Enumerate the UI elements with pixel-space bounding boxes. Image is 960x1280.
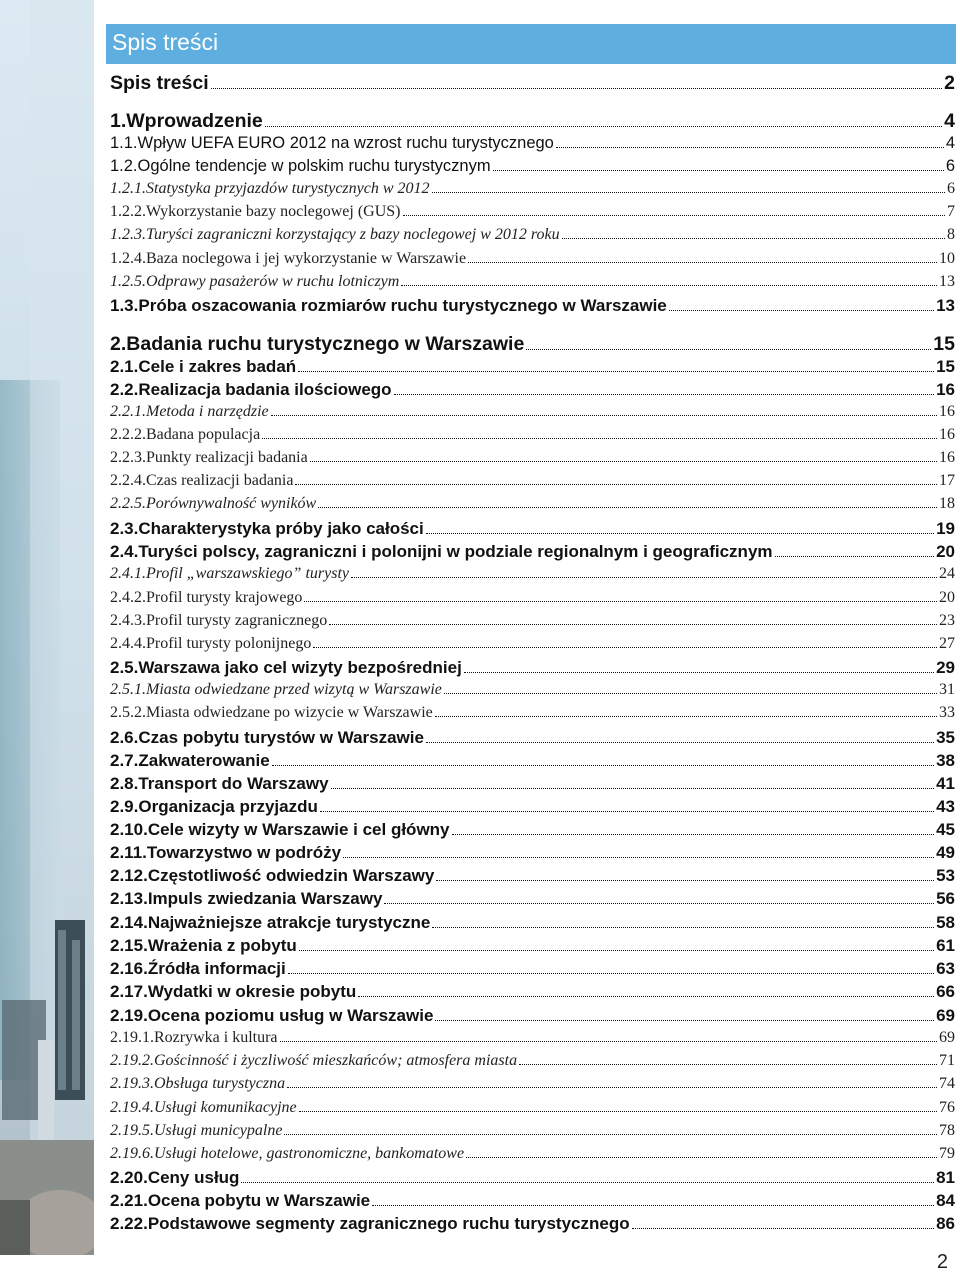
toc-entry-number: 2.5. <box>110 658 139 677</box>
dot-leader <box>318 495 937 513</box>
toc-entry[interactable] <box>110 820 955 840</box>
toc-entry-title: Ceny usług <box>147 1168 240 1187</box>
toc-entry[interactable] <box>110 913 955 933</box>
toc-entry-title: Wrażenia z pobytu <box>147 936 297 955</box>
toc-entry[interactable] <box>110 1006 955 1026</box>
toc-entry-number: 1.2.3. <box>110 226 146 243</box>
toc-entry[interactable] <box>110 589 955 607</box>
toc-entry[interactable] <box>110 1191 955 1211</box>
toc-entry-title: Usługi hotelowe, gastronomiczne, bankomatowe <box>154 1145 465 1162</box>
dot-leader <box>452 820 935 840</box>
toc-entry-number: 2.4.1. <box>110 565 146 582</box>
toc-entry-page: 45 <box>936 820 955 839</box>
toc-entry-page: 69 <box>939 1029 955 1046</box>
toc-entry-number: 1.2.5. <box>110 273 146 290</box>
toc-entry[interactable] <box>110 72 955 94</box>
toc-entry-page: 16 <box>939 426 955 443</box>
dot-leader <box>351 565 937 583</box>
toc-entry-page: 16 <box>939 403 955 420</box>
toc-entry-page: 33 <box>939 704 955 721</box>
toc-entry-title: Porównywalność wyników <box>146 495 317 512</box>
toc-entry-page: 16 <box>939 449 955 466</box>
toc-entry[interactable] <box>110 982 955 1002</box>
dot-leader <box>241 1168 934 1188</box>
dot-leader <box>526 333 931 355</box>
toc-entry[interactable] <box>110 1099 955 1117</box>
toc-entry-page: 61 <box>936 936 955 955</box>
toc-entry-number: 1.2.4. <box>110 250 146 267</box>
dot-leader <box>299 1099 937 1117</box>
toc-entry-page: 49 <box>936 843 955 862</box>
toc-entry-number: 2.19.2. <box>110 1052 154 1069</box>
toc-entry-title: Miasta odwiedzane po wizycie w Warszawie <box>146 704 433 721</box>
toc-entry[interactable] <box>110 426 955 444</box>
toc-entry[interactable] <box>110 449 955 467</box>
toc-entry-page: 2 <box>944 72 955 94</box>
dot-leader <box>432 180 945 198</box>
toc-entry[interactable] <box>110 250 955 268</box>
toc-entry[interactable] <box>110 519 955 539</box>
dot-leader <box>464 658 934 678</box>
toc-entry[interactable] <box>110 296 955 316</box>
toc-entry-number: 2.1. <box>110 357 139 376</box>
dot-leader <box>358 982 934 1002</box>
dot-leader <box>426 519 934 539</box>
toc-entry-page: 15 <box>933 333 955 355</box>
side-decorative-photo <box>0 0 94 1255</box>
toc-entry[interactable] <box>110 110 955 132</box>
toc-entry[interactable] <box>110 472 955 490</box>
dot-leader <box>468 250 937 268</box>
toc-entry-number: 2.20. <box>110 1168 148 1187</box>
toc-entry-page: 20 <box>939 589 955 606</box>
toc-entry-title: Czas pobytu turystów w Warszawie <box>138 728 424 747</box>
toc-entry-number: 2.15. <box>110 936 148 955</box>
toc-entry-page: 81 <box>936 1168 955 1187</box>
dot-leader <box>444 681 937 699</box>
toc-entry-number: 2.2. <box>110 380 139 399</box>
toc-entry[interactable] <box>110 157 955 176</box>
toc-entry-number: 2.6. <box>110 728 139 747</box>
toc-entry-title: Podstawowe segmenty zagranicznego ruchu turystycznego <box>147 1214 630 1233</box>
toc-entry-number: 2.19.1. <box>110 1029 154 1046</box>
toc-entry[interactable] <box>110 357 955 377</box>
toc-entry-title: Wydatki w okresie pobytu <box>147 982 357 1001</box>
toc-entry[interactable] <box>110 728 955 748</box>
toc-entry[interactable] <box>110 495 955 513</box>
toc-entry-page: 15 <box>936 357 955 376</box>
toc-entry[interactable] <box>110 134 955 153</box>
toc-entry-number: 2.2.5. <box>110 495 146 512</box>
toc-entry-title: Baza noclegowa i jej wykorzystanie w Warszawie <box>146 250 467 267</box>
toc-entry-number: 1.2.2. <box>110 203 146 220</box>
dot-leader <box>493 157 944 176</box>
toc-entry-page: 71 <box>939 1052 955 1069</box>
dot-leader <box>394 380 935 400</box>
toc-entry-title: Zakwaterowanie <box>138 751 270 770</box>
toc-entry-title: Wpływ UEFA EURO 2012 na wzrost ruchu turystycznego <box>137 134 554 152</box>
toc-entry[interactable] <box>110 403 955 421</box>
toc-entry-page: 63 <box>936 959 955 978</box>
toc-entry-title: Cele wizyty w Warszawie i cel główny <box>147 820 450 839</box>
toc-entry-page: 41 <box>936 774 955 793</box>
dot-leader <box>426 728 934 748</box>
toc-entry-title: Charakterystyka próby jako całości <box>138 519 424 538</box>
toc-entry-page: 10 <box>939 250 955 267</box>
toc-entry[interactable] <box>110 751 955 771</box>
toc-entry-title: Impuls zwiedzania Warszawy <box>147 889 383 908</box>
toc-entry-title: Profil turysty polonijnego <box>146 635 312 652</box>
toc-entry-title: Punkty realizacji badania <box>146 449 308 466</box>
toc-entry-page: 69 <box>936 1006 955 1025</box>
dot-leader <box>436 866 934 886</box>
dot-leader <box>372 1191 934 1211</box>
dot-leader <box>298 357 934 377</box>
toc-entry-title: Częstotliwość odwiedzin Warszawy <box>147 866 435 885</box>
toc-entry-number: 2.19.4. <box>110 1099 154 1116</box>
dot-leader <box>556 134 944 153</box>
toc-entry[interactable] <box>110 273 955 291</box>
toc-entry-page: 19 <box>936 519 955 538</box>
dot-leader <box>435 1006 934 1026</box>
toc-entry-page: 31 <box>939 681 955 698</box>
toc-entry[interactable] <box>110 203 955 221</box>
dot-leader <box>288 959 934 979</box>
toc-entry[interactable] <box>110 681 955 699</box>
toc-entry-page: 6 <box>947 180 955 197</box>
toc-entry[interactable] <box>110 1122 955 1140</box>
dot-leader <box>280 1029 937 1047</box>
toc-entry-number: 1.1. <box>110 134 138 152</box>
toc-entry[interactable] <box>110 1052 955 1070</box>
toc-entry-page: 38 <box>936 751 955 770</box>
dot-leader <box>262 426 937 444</box>
toc-entry-number: 2.16. <box>110 959 148 978</box>
dot-leader <box>320 797 934 817</box>
toc-entry-number: 2. <box>110 333 127 355</box>
toc-entry-title: Ogólne tendencje w polskim ruchu turystycznym <box>137 157 491 175</box>
dot-leader <box>343 843 934 863</box>
toc-entry-title: Spis treści <box>110 72 209 94</box>
toc-entry-number: 1.2. <box>110 157 138 175</box>
toc-entry[interactable] <box>110 843 955 863</box>
toc-entry-number: 2.19.3. <box>110 1075 154 1092</box>
toc-entry-title: Odprawy pasażerów w ruchu lotniczym <box>146 273 400 290</box>
page-number: 2 <box>936 1251 948 1273</box>
toc-entry-page: 43 <box>936 797 955 816</box>
dot-leader <box>562 226 945 244</box>
toc-entry-number: 2.22. <box>110 1214 148 1233</box>
dot-leader <box>304 589 937 607</box>
toc-entry-title: Towarzystwo w podróży <box>146 843 342 862</box>
toc-entry-title: Wprowadzenie <box>126 110 263 132</box>
toc-entry[interactable] <box>110 866 955 886</box>
toc-entry-page: 18 <box>939 495 955 512</box>
toc-entry[interactable] <box>110 542 955 562</box>
toc-entry[interactable] <box>110 704 955 722</box>
dot-leader <box>435 704 937 722</box>
toc-entry-number: 2.4.3. <box>110 612 146 629</box>
toc-entry[interactable] <box>110 565 955 583</box>
toc-entry[interactable] <box>110 333 955 355</box>
toc-entry-page: 27 <box>939 635 955 652</box>
dot-leader <box>519 1052 937 1070</box>
toc-entry-number: 1. <box>110 110 127 132</box>
toc-entry[interactable] <box>110 1168 955 1188</box>
dot-leader <box>329 612 937 630</box>
toc-entry[interactable] <box>110 226 955 244</box>
toc-entry-number: 2.5.2. <box>110 704 146 721</box>
toc-entry-number: 2.2.2. <box>110 426 146 443</box>
toc-entry-title: Próba oszacowania rozmiarów ruchu turystycznego w Warszawie <box>138 296 667 315</box>
toc-entry-number: 1.3. <box>110 296 139 315</box>
toc-entry-number: 2.12. <box>110 866 148 885</box>
toc-entry-title: Czas realizacji badania <box>146 472 294 489</box>
toc-entry-title: Ocena pobytu w Warszawie <box>147 1191 371 1210</box>
toc-heading: Spis treści <box>112 29 219 55</box>
toc-entry-page: 4 <box>945 134 955 152</box>
toc-entry-page: 23 <box>939 612 955 629</box>
toc-entry-page: 7 <box>947 203 955 220</box>
toc-entry-page: 8 <box>947 226 955 243</box>
toc-entry-page: 84 <box>936 1191 955 1210</box>
toc-entry[interactable] <box>110 1214 955 1234</box>
toc-entry[interactable] <box>110 635 955 653</box>
toc-entry-title: Metoda i narzędzie <box>146 403 269 420</box>
toc-entry-page: 79 <box>939 1145 955 1162</box>
toc-entry-title: Ocena poziomu usług w Warszawie <box>147 1006 434 1025</box>
toc-entry-page: 74 <box>939 1075 955 1092</box>
toc-entry-number: 2.4. <box>110 542 139 561</box>
toc-entry[interactable] <box>110 180 955 198</box>
toc-entry-page: 56 <box>936 889 955 908</box>
toc-entry-number: 2.21. <box>110 1191 148 1210</box>
toc-entry-title: Obsługa turystyczna <box>154 1075 286 1092</box>
dot-leader <box>271 403 937 421</box>
side-photo-graphic <box>0 0 94 1255</box>
toc-entry[interactable] <box>110 936 955 956</box>
dot-leader <box>287 1075 937 1093</box>
toc-entry-title: Gościnność i życzliwość mieszkańców; atmosfera miasta <box>154 1052 518 1069</box>
toc-entry-number: 2.19.5. <box>110 1122 154 1139</box>
toc-entry-number: 2.5.1. <box>110 681 146 698</box>
toc-entry-title: Rozrywka i kultura <box>154 1029 278 1046</box>
toc-entry-title: Wykorzystanie bazy noclegowej (GUS) <box>146 203 401 220</box>
toc-entry[interactable] <box>110 658 955 678</box>
toc-entry-title: Turyści polscy, zagraniczni i polonijni w podziale regionalnym i geograficznym <box>138 542 773 561</box>
toc-entry-title: Profil „warszawskiego” turysty <box>146 565 349 582</box>
dot-leader <box>310 449 937 467</box>
dot-leader <box>295 472 937 490</box>
toc-entry-title: Usługi municypalne <box>154 1122 283 1139</box>
toc-entry[interactable] <box>110 959 955 979</box>
dot-leader <box>299 936 934 956</box>
toc-entry-page: 24 <box>939 565 955 582</box>
toc-entry-page: 6 <box>945 157 955 175</box>
toc-entry-title: Statystyka przyjazdów turystycznych w 2012 <box>146 180 430 197</box>
dot-leader <box>313 635 937 653</box>
toc-entry-number: 2.8. <box>110 774 139 793</box>
toc-entry-title: Badana populacja <box>146 426 261 443</box>
toc-entry-page: 66 <box>936 982 955 1001</box>
dot-leader <box>331 774 935 794</box>
toc-entry-title: Turyści zagraniczni korzystający z bazy noclegowej w 2012 roku <box>146 226 560 243</box>
toc-entry[interactable] <box>110 1145 955 1163</box>
toc-entry-title: Warszawa jako cel wizyty bezpośredniej <box>138 658 462 677</box>
dot-leader <box>403 203 945 221</box>
toc-entry-number: 2.3. <box>110 519 139 538</box>
toc-entry[interactable] <box>110 1075 955 1093</box>
toc-entry-page: 29 <box>936 658 955 677</box>
toc-entry[interactable] <box>110 612 955 630</box>
toc-entry-title: Miasta odwiedzane przed wizytą w Warszawie <box>146 681 442 698</box>
toc-entry-number: 2.19. <box>110 1006 148 1025</box>
toc-entry-title: Transport do Warszawy <box>138 774 329 793</box>
toc-entry-number: 2.2.1. <box>110 403 146 420</box>
dot-leader <box>211 72 943 94</box>
toc-entry-number: 2.4.2. <box>110 589 146 606</box>
dot-leader <box>432 913 934 933</box>
dot-leader <box>272 751 934 771</box>
table-of-contents <box>110 0 955 1255</box>
toc-entry[interactable] <box>110 1029 955 1047</box>
toc-entry-title: Usługi komunikacyjne <box>154 1099 297 1116</box>
toc-entry-page: 20 <box>936 542 955 561</box>
toc-entry-page: 78 <box>939 1122 955 1139</box>
toc-entry-page: 13 <box>936 296 955 315</box>
toc-entry[interactable] <box>110 774 955 794</box>
toc-entry-page: 13 <box>939 273 955 290</box>
dot-leader <box>466 1145 937 1163</box>
toc-entry-title: Najważniejsze atrakcje turystyczne <box>147 913 431 932</box>
toc-entry-number: 2.11. <box>110 843 147 862</box>
toc-entry-number: 2.17. <box>110 982 148 1001</box>
toc-entry-title: Organizacja przyjazdu <box>138 797 318 816</box>
toc-entry-title: Źródła informacji <box>147 959 286 978</box>
dot-leader <box>401 273 937 291</box>
toc-entry-title: Profil turysty krajowego <box>146 589 303 606</box>
dot-leader <box>384 889 934 909</box>
toc-entry-number: 2.7. <box>110 751 139 770</box>
toc-entry-number: 2.4.4. <box>110 635 146 652</box>
toc-entry-page: 16 <box>936 380 955 399</box>
toc-entry-number: 2.19.6. <box>110 1145 154 1162</box>
toc-entry-number: 2.14. <box>110 913 148 932</box>
toc-entry[interactable] <box>110 889 955 909</box>
toc-entry-number: 2.13. <box>110 889 148 908</box>
dot-leader <box>775 542 935 562</box>
toc-entry-title: Badania ruchu turystycznego w Warszawie <box>126 333 525 355</box>
toc-entry-page: 53 <box>936 866 955 885</box>
toc-entry-number: 2.2.4. <box>110 472 146 489</box>
toc-entry-number: 1.2.1. <box>110 180 146 197</box>
dot-leader <box>632 1214 934 1234</box>
toc-entry-page: 17 <box>939 472 955 489</box>
toc-entry-page: 86 <box>936 1214 955 1233</box>
toc-entry-number: 2.10. <box>110 820 148 839</box>
toc-entry[interactable] <box>110 797 955 817</box>
toc-entry-page: 76 <box>939 1099 955 1116</box>
toc-entry-page: 58 <box>936 913 955 932</box>
toc-entry[interactable] <box>110 380 955 400</box>
toc-entry-page: 35 <box>936 728 955 747</box>
toc-entry-title: Realizacja badania ilościowego <box>138 380 392 399</box>
dot-leader <box>265 110 942 132</box>
toc-entry-number: 2.2.3. <box>110 449 146 466</box>
toc-entry-number: 2.9. <box>110 797 139 816</box>
toc-entry-title: Profil turysty zagranicznego <box>146 612 328 629</box>
dot-leader <box>284 1122 937 1140</box>
toc-entry-page: 4 <box>944 110 955 132</box>
toc-entry-title: Cele i zakres badań <box>138 357 297 376</box>
dot-leader <box>669 296 934 316</box>
